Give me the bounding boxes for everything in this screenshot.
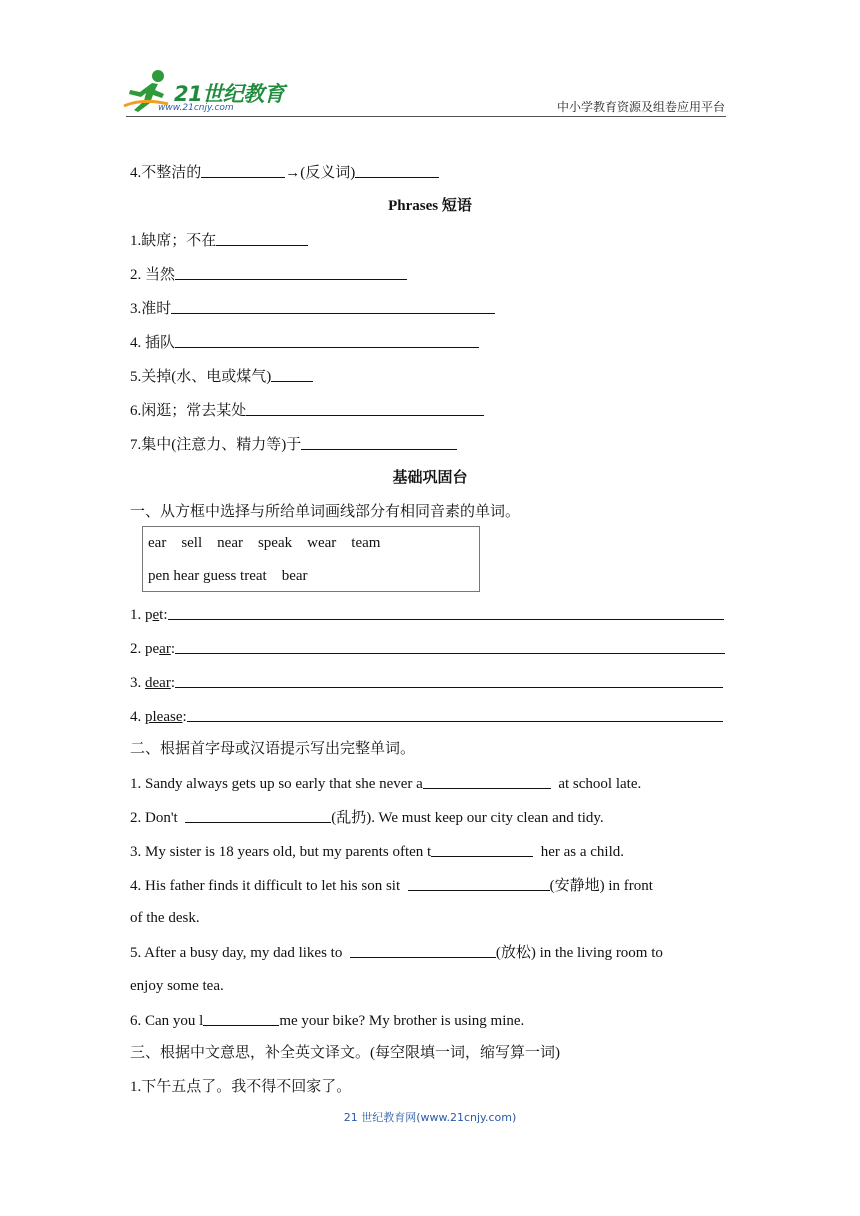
basics-title: 基础巩固台 bbox=[392, 470, 468, 486]
section2-q4-cont: of the desk. bbox=[130, 910, 200, 926]
phrase-item-3: 3.准时 bbox=[130, 298, 495, 319]
phrase-item-1: 1.缺席；不在 bbox=[130, 230, 308, 251]
answer-blank[interactable] bbox=[185, 807, 331, 823]
answer-blank[interactable] bbox=[431, 841, 533, 857]
answer-blank[interactable] bbox=[168, 604, 724, 620]
answer-blank[interactable] bbox=[350, 942, 496, 958]
word-box-row-2: pen hear guess treat bear bbox=[148, 568, 308, 584]
section3-heading: 三、根据中文意思，补全英文译文。(每空限填一词，缩写算一词) bbox=[130, 1045, 560, 1061]
logo-url: www.21cnjy.com bbox=[158, 103, 234, 113]
phrase-item-2: 2. 当然 bbox=[130, 264, 407, 285]
section1-item-1: 1. pet: bbox=[130, 604, 724, 625]
header-divider bbox=[126, 116, 726, 117]
answer-blank[interactable] bbox=[201, 162, 285, 178]
page-header bbox=[0, 0, 860, 125]
answer-blank[interactable] bbox=[246, 400, 484, 416]
answer-blank[interactable] bbox=[203, 1010, 279, 1026]
phrases-title: Phrases 短语 bbox=[388, 198, 472, 214]
answer-blank[interactable] bbox=[355, 162, 439, 178]
phrase-item-7: 7.集中(注意力、精力等)于 bbox=[130, 434, 457, 455]
vocab-item-4: 4.不整洁的 →(反义词) bbox=[130, 162, 439, 183]
section2-heading: 二、根据首字母或汉语提示写出完整单词。 bbox=[130, 741, 416, 757]
section3-q1: 1.下午五点了。我不得不回家了。 bbox=[130, 1079, 352, 1095]
header-platform-text: 中小学教育资源及组卷应用平台 bbox=[556, 100, 725, 114]
section2-q2: 2. Don't (乱扔). We must keep our city clean and tidy. bbox=[130, 807, 604, 828]
word-box bbox=[142, 526, 480, 592]
answer-blank[interactable] bbox=[187, 706, 723, 722]
phrase-item-5: 5.关掉(水、电或煤气) bbox=[130, 366, 313, 387]
answer-blank[interactable] bbox=[216, 230, 308, 246]
answer-blank[interactable] bbox=[408, 875, 550, 891]
section2-q5: 5. After a busy day, my dad likes to (放松) in the living room to bbox=[130, 942, 663, 963]
answer-blank[interactable] bbox=[423, 773, 551, 789]
answer-blank[interactable] bbox=[171, 298, 495, 314]
answer-blank[interactable] bbox=[175, 264, 407, 280]
section2-q6: 6. Can you l me your bike? My brother is using mine. bbox=[130, 1010, 524, 1031]
section2-q5-cont: enjoy some tea. bbox=[130, 978, 224, 994]
answer-blank[interactable] bbox=[271, 366, 313, 382]
section1-item-2: 2. pear: bbox=[130, 638, 725, 659]
answer-blank[interactable] bbox=[175, 332, 479, 348]
section1-item-3: 3. dear: bbox=[130, 672, 723, 693]
section1-heading: 一、从方框中选择与所给单词画线部分有相同音素的单词。 bbox=[130, 504, 521, 520]
footer-text: 21 世纪教育网(www.21cnjy.com) bbox=[343, 1111, 517, 1124]
logo bbox=[122, 68, 292, 116]
section2-q4: 4. His father finds it difficult to let his son sit (安静地) in front bbox=[130, 875, 653, 896]
answer-blank[interactable] bbox=[301, 434, 457, 450]
logo-text: 21世纪教育 bbox=[174, 82, 285, 106]
section2-q3: 3. My sister is 18 years old, but my parents often t her as a child. bbox=[130, 841, 624, 862]
phrase-item-4: 4. 插队 bbox=[130, 332, 479, 353]
section2-q1: 1. Sandy always gets up so early that she never a at school late. bbox=[130, 773, 641, 794]
answer-blank[interactable] bbox=[175, 638, 725, 654]
section1-item-4: 4. please: bbox=[130, 706, 723, 727]
answer-blank[interactable] bbox=[175, 672, 723, 688]
phrase-item-6: 6.闲逛；常去某处 bbox=[130, 400, 484, 421]
word-box-row-1: ear sell near speak wear team bbox=[148, 535, 381, 551]
